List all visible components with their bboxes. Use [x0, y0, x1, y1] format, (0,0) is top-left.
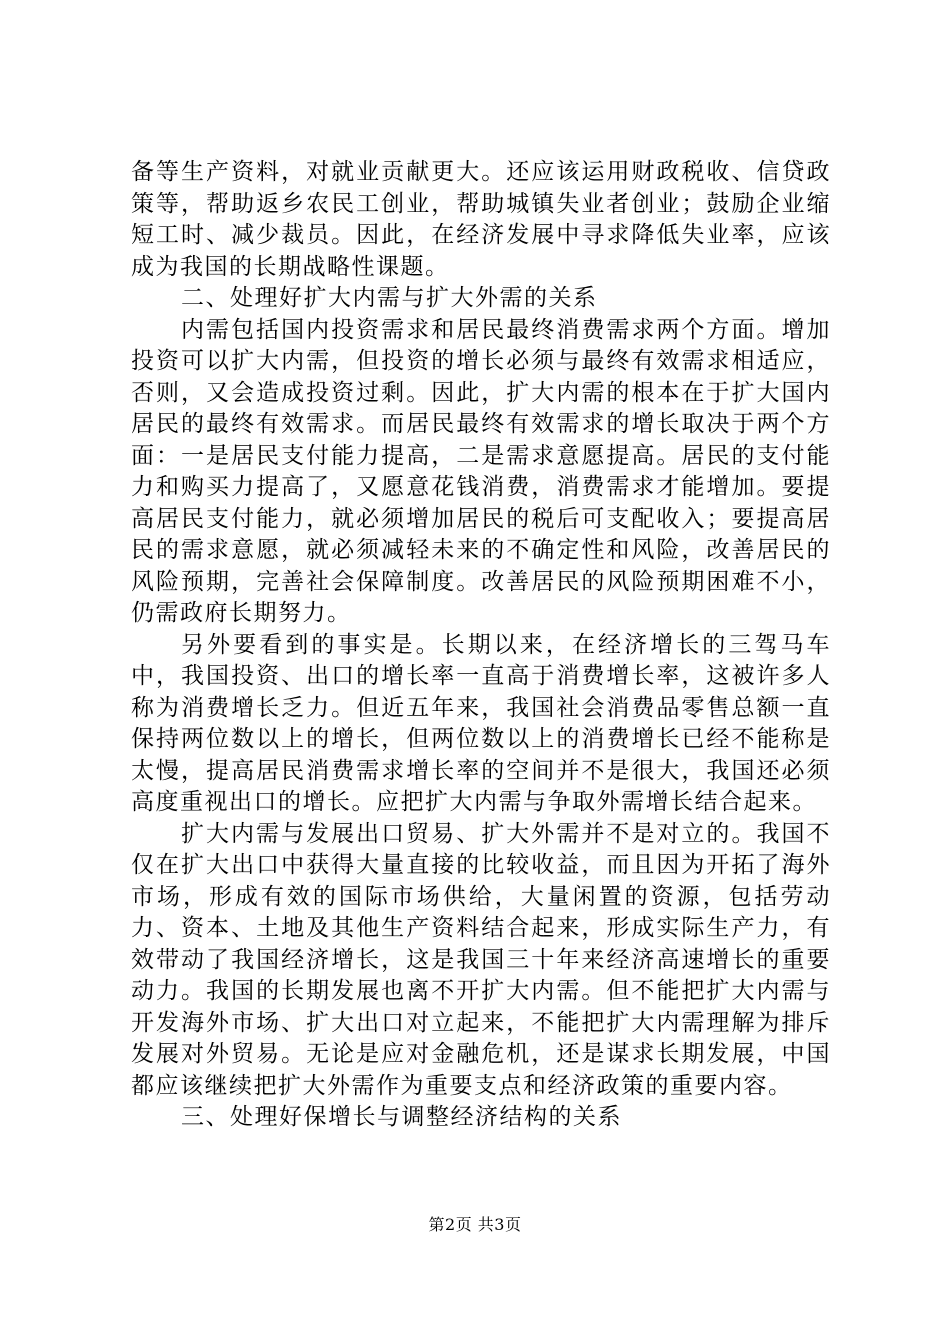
- paragraph-domestic-demand: 内需包括国内投资需求和居民最终消费需求两个方面。增加投资可以扩大内需，但投资的增长必须与最终有效需求相适应，否则，又会造成投资过剩。因此，扩大内需的根本在于扩大国内居民的最终有效需求。而居民最终有效需求的增长取决于两个方面：一是居民支付能力提高，二是需求意愿提高。居民的支付能力和购买力提高了，又愿意花钱消费，消费需求才能增加。要提高居民支付能力，就必须增加居民的税后可支配收入；要提高居民的需求意愿，就必须减轻未来的不确定性和风险，改善居民的风险预期，完善社会保障制度。改善居民的风险预期困难不小，仍需政府长期努力。: [131, 316, 831, 626]
- page-footer: 第2页 共3页: [428, 1215, 522, 1234]
- document-body: [131, 157, 831, 1134]
- paragraph-consumption-growth: 另外要看到的事实是。长期以来，在经济增长的三驾马车中，我国投资、出口的增长率一直高于消费增长率，这被许多人称为消费增长乏力。但近五年来，我国社会消费品零售总额一直保持两位数以上的增长，但两位数以上的消费增长已经不能称是太慢，提高居民消费需求增长率的空间并不是很大，我国还必须高度重视出口的增长。应把扩大内需与争取外需增长结合起来。: [131, 631, 831, 815]
- section-heading-2: 二、处理好扩大内需与扩大外需的关系: [181, 285, 598, 311]
- paragraph-external-demand: 扩大内需与发展出口贸易、扩大外需并不是对立的。我国不仅在扩大出口中获得大量直接的比较收益，而且因为开拓了海外市场，形成有效的国际市场供给，大量闲置的资源，包括劳动力、资本、土地及其他生产资料结合起来，形成实际生产力，有效带动了我国经济增长，这是我国三十年来经济高速增长的重要动力。我国的长期发展也离不开扩大内需。但不能把扩大内需与开发海外市场、扩大出口对立起来，不能把扩大内需理解为排斥发展对外贸易。无论是应对金融危机，还是谋求长期发展，中国都应该继续把扩大外需作为重要支点和经济政策的重要内容。: [131, 820, 831, 1099]
- section-heading-3: 三、处理好保增长与调整经济结构的关系: [181, 1104, 622, 1130]
- paragraph-continuation: 备等生产资料，对就业贡献更大。还应该运用财政税收、信贷政策等，帮助返乡农民工创业，帮助城镇失业者创业；鼓励企业缩短工时、减少裁员。因此，在经济发展中寻求降低失业率，应该成为我国的长期战略性课题。: [131, 159, 831, 280]
